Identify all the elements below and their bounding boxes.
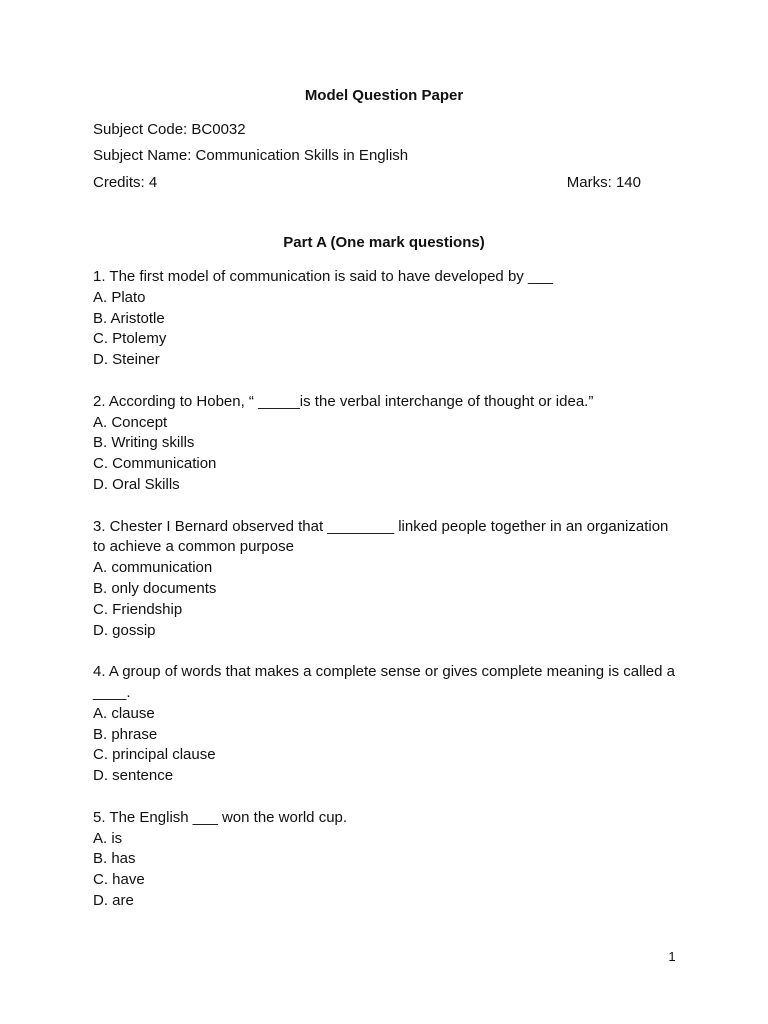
option-b: B. has <box>93 850 136 868</box>
option-b: B. Writing skills <box>93 434 195 452</box>
option-d: D. sentence <box>93 767 174 785</box>
question-3 <box>93 517 678 642</box>
question-5 <box>93 808 678 912</box>
option-d: D. Oral Skills <box>93 475 180 493</box>
question-2 <box>93 392 678 496</box>
credits-marks-row <box>93 173 641 193</box>
question-text: 3. Chester I Bernard observed that ________ linked people together in an organization to achieve a common purpose <box>93 517 669 556</box>
option-a: A. Plato <box>93 288 146 306</box>
marks: Marks: 140 <box>566 174 641 191</box>
page-title: Model Question Paper <box>304 87 464 104</box>
question-text: 5. The English ___ won the world cup. <box>93 808 348 826</box>
option-b: B. phrase <box>93 725 158 743</box>
option-d: D. Steiner <box>93 351 160 369</box>
option-c: C. Friendship <box>93 600 183 618</box>
option-b: B. Aristotle <box>93 309 165 327</box>
option-c: C. have <box>93 871 145 889</box>
option-b: B. only documents <box>93 579 217 597</box>
question-text: 2. According to Hoben, “ _____is the verbal interchange of thought or idea.” <box>93 392 594 410</box>
option-c: C. Ptolemy <box>93 330 167 348</box>
question-list <box>93 267 678 933</box>
option-a: A. is <box>93 829 123 847</box>
question-4 <box>93 662 678 787</box>
question-text: 4. A group of words that makes a complete sense or gives complete meaning is called a ____. <box>93 663 675 701</box>
option-c: C. Communication <box>93 455 217 473</box>
option-a: A. Concept <box>93 413 168 431</box>
part-heading: Part A (One mark questions) <box>283 234 485 251</box>
option-a: A. communication <box>93 559 213 577</box>
option-d: D. are <box>93 891 134 909</box>
question-1 <box>93 267 678 371</box>
page-number: 1 <box>668 949 676 964</box>
subject-code: Subject Code: BC0032 <box>93 121 246 138</box>
option-c: C. principal clause <box>93 746 216 764</box>
option-d: D. gossip <box>93 621 156 639</box>
credits: Credits: 4 <box>93 174 158 191</box>
question-text: 1. The first model of communication is said to have developed by ___ <box>93 268 553 285</box>
option-a: A. clause <box>93 704 155 722</box>
subject-name: Subject Name: Communication Skills in English <box>93 147 409 164</box>
